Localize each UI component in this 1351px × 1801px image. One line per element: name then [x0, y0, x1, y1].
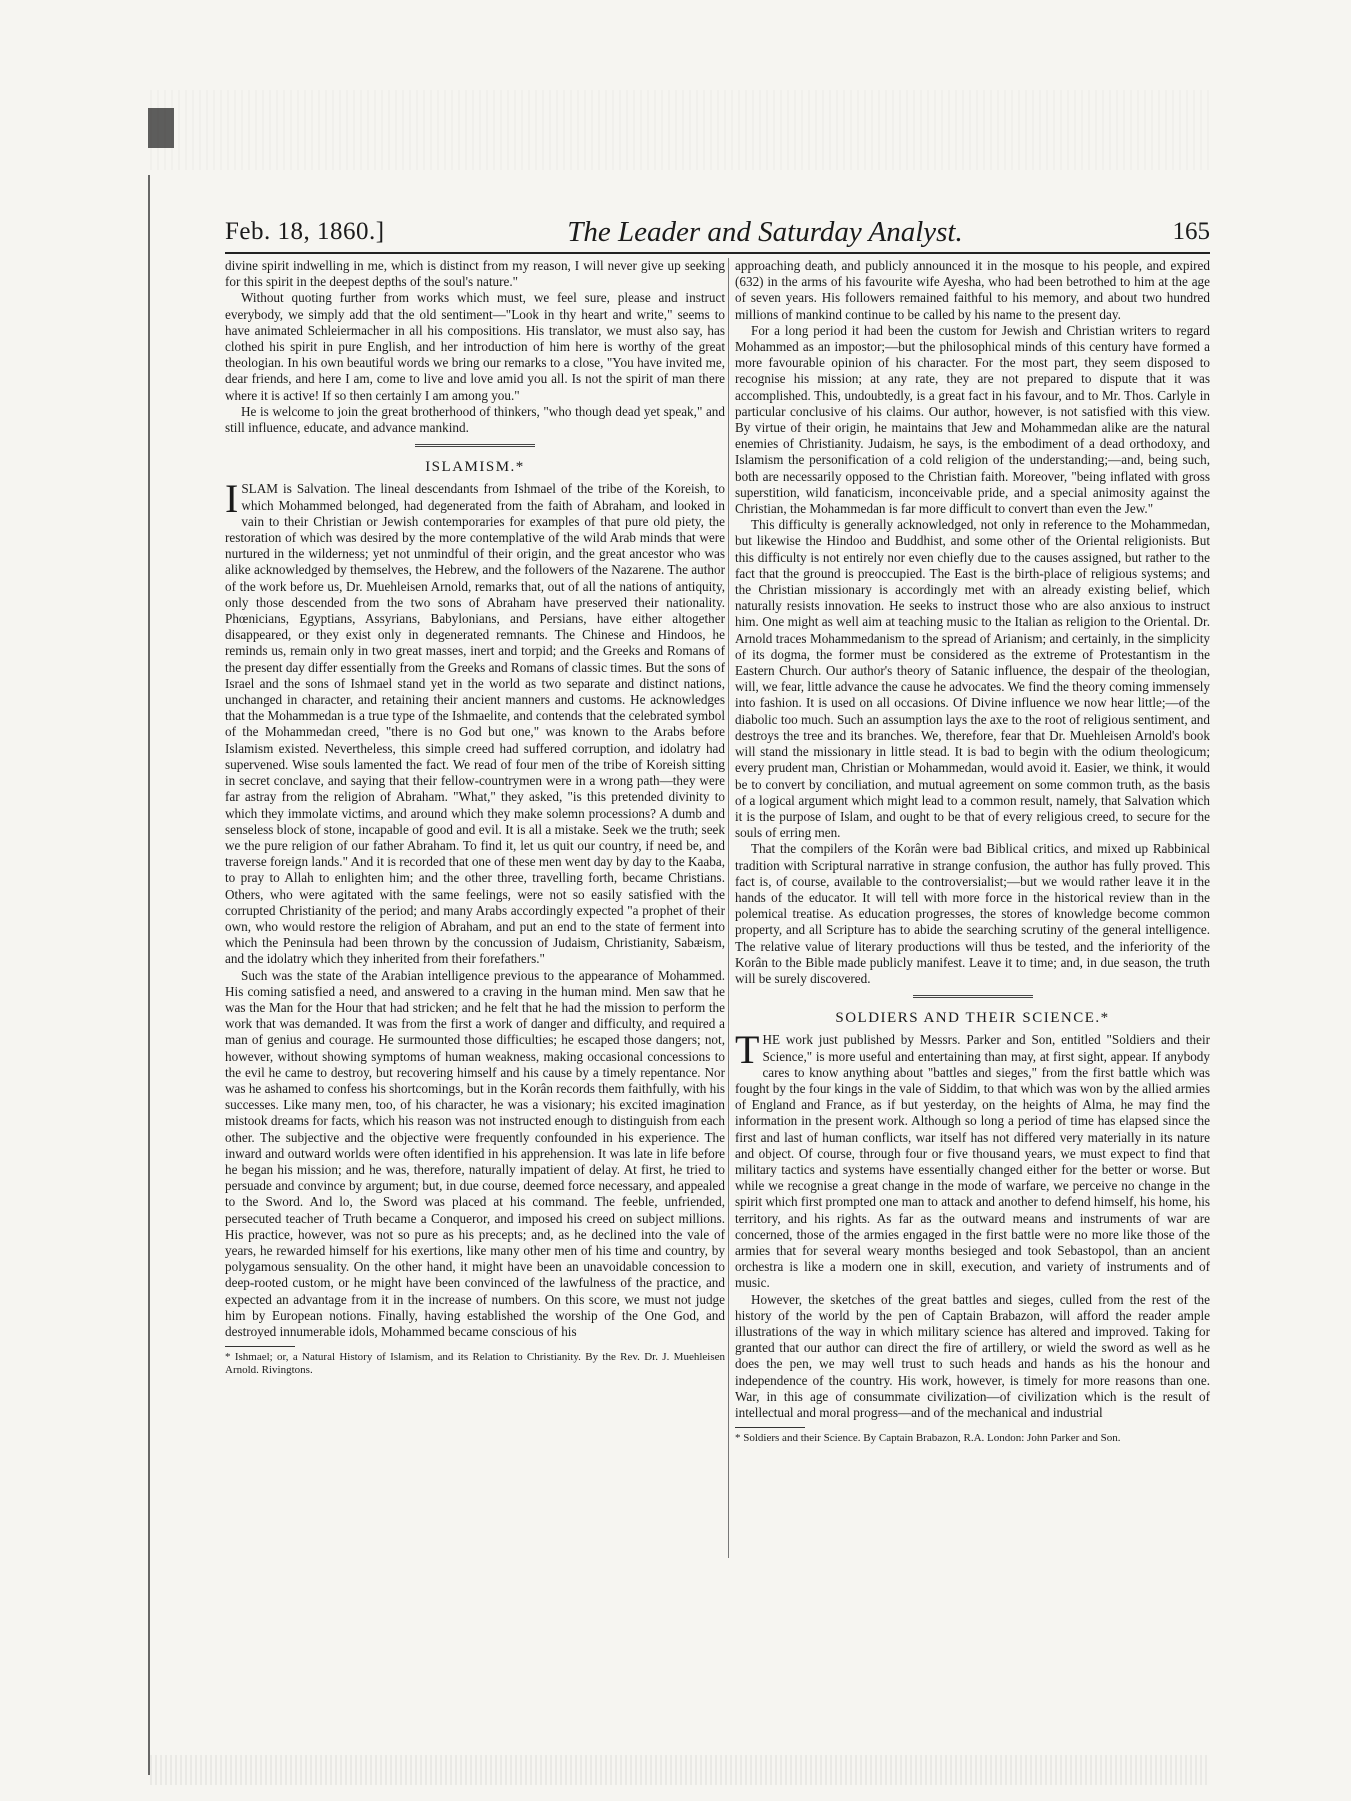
- section-title-islamism: ISLAMISM.*: [425, 459, 525, 476]
- binding-mark: [148, 108, 174, 148]
- publication-title: The Leader and Saturday Analyst.: [567, 216, 963, 248]
- paragraph: approaching death, and publicly announced it in the mosque to his people, and expired (632) in the arms of his favourite wife Ayesha, who had been betrothed to him at the age of seven years. His followers remained faithful to his memory, and about two hundred millions of mankind continue to be called by his name to the present day.: [735, 258, 1210, 322]
- section-divider: [415, 444, 535, 449]
- paragraph-text: SLAM is Salvation. The lineal descendants from Ishmael of the tribe of the Koreish, to which Mohammed belonged, had degenerated from the faith of Abraham, and looked in vain to their Christian or Jewish contemporaries for examples of that pure old piety, the restoration of which was desired by the more contemplative of the wild Arab minds that were nurtured in the wilderness; yet not unmindful of their origin, and the great ancestor who was alike acknowledged by themselves, the Hebrew, and the followers of the Nazarene. The author of the work before us, Dr. Muehleisen Arnold, remarks that, out of all the nations of antiquity, only those descended from the two sons of Abraham have preserved their nationality. Phœnicians, Egyptians, Assyrians, Babylonians, and Persians, have either altogether disappeared, or they exist only in degenerated remnants. The Chinese and Hindoos, he reminds us, remain only in two great masses, inert and torpid; and the Greeks and Romans of the present day differ essentially from the Greeks and Romans of classic times. But the sons of Israel and the sons of Ishmael stand yet in the world as two separate and distinct nations, unchanged in character, and retaining their ancient manners and customs. He acknowledges that the Mohammedan is a true type of the Ishmaelite, and contends that the celebrated symbol of the Mohammedan creed, "there is no God but one," was known to the Arabs before Islamism existed. Nevertheless, this simple creed had suffered corruption, and idolatry had supervened. Wise souls lamented the fact. We read of four men of the tribe of Koreish sitting in secret conclave, and saying that their fellow-countrymen were in a wrong path—they were far astray from the religion of Abraham. "What," they asked, "is this pretended divinity to which they immolate victims, and around which they make solemn processions? A dumb and senseless block of stone, incapable of good and evil. It is all a mistake. Seek we the truth; seek we the pure religion of our father Abraham. To find it, let us quit our country, if need be, and traverse foreign lands." And it is recorded that one of these men went day by day to the Kaaba, to pray to Allah to enlighten him; and the other three, travelling forth, became Christians. Others, who were agitated with the same feelings, were not so easily satisfied with the corrupted Christianity of the period; and many Arabs accordingly expected "a prophet of their own, who would restore the religion of Abraham, and put an end to the state of ferment into which the Peninsula had been thrown by the concussion of Judaism, Christianity, Sabæism, and the idolatry which they inherited from their forefathers.": [225, 481, 725, 967]
- page-header: [225, 218, 1210, 254]
- paragraph: [225, 476, 725, 967]
- paragraph: [735, 1027, 1211, 1291]
- paragraph-text: HE work just published by Messrs. Parker and Son, entitled "Soldiers and their Science," is more useful and entertaining than may, at first sight, appear. If anybody cares to know anything about "battles and sieges," from the first battle which was fought by the four kings in the vale of Siddim, to that which was won by the allied armies of England and France, as if but yesterday, on the heights of Alma, he may find the information in the present work. Although so long a period of time has elapsed since the first and last of human conflicts, war itself has not differed very materially in its nature and object. Of course, through four or five thousand years, we must expect to find that military tactics and systems have essentially changed either for the better or worse. But while we recognise a great change in the mode of warfare, we perceive no change in the spirit which first prompted one man to attack and another to defend himself, his home, his territory, and his rights. As far as the outward means and instruments of war are concerned, those of the armies engaged in the first battle were no more like those of the armies that for several weary months besieged and took Sebastopol, than an ancient orchestra is like a modern one in skill, execution, and variety of instruments and of music.: [735, 1032, 1211, 1291]
- left-column: [225, 258, 725, 1377]
- binding-edge: [148, 175, 150, 1775]
- drop-cap: I: [225, 476, 239, 522]
- paragraph: However, the sketches of the great battles and sieges, culled from the rest of the history of the world by the pen of Captain Brabazon, will afford the reader ample illustrations of the way in which military science has altered and improved. Taking for granted that our author can direct the fire of artillery, or wield the sword as well as he does the pen, we may well trust to such heads and hands as his the honour and independence of the country. His work, however, is timely for more reasons than one. War, in this age of consummate civilization—of civilization which is the result of intellectual and moral progress—and of the mechanical and industrial: [735, 1291, 1210, 1421]
- paragraph: Without quoting further from works which must, we feel sure, please and instruct everybody, we simply add that the old sentiment—"Look in thy heart and write," seems to have animated Schleiermacher in all his compositions. His translator, we must also say, has clothed his spirit in pure English, and her introduction of him here is worthy of the great theologian. In his own beautiful words we bring our remarks to a close, "You have invited me, dear friends, and here I am, come to live and love amid you all. Is not the spirit of man there where it is active! If so then certainly I am among you.": [225, 290, 725, 403]
- right-column: [735, 258, 1210, 1445]
- paragraph: That the compilers of the Korân were bad Biblical critics, and mixed up Rabbinical tradition with Scriptural narrative in strange confusion, the author has fully proved. This fact is, of course, available to the controversialist;—but we would rather leave it in the hands of the educator. It will tell with more force in the historical review than in the polemical treatise. As education progresses, the stores of knowledge become common property, and all Scripture has to abide the searching scrutiny of the general intelligence. The relative value of literary productions will thus be tested, and the inferiority of the Korân to the Bible made publicly manifest. Leave it to time; and, in due season, the truth will be surely discovered.: [735, 841, 1210, 986]
- column-divider: [728, 258, 729, 1558]
- section-divider: [913, 995, 1033, 1000]
- footnote: * Soldiers and their Science. By Captain Brabazon, R.A. London: John Parker and Son.: [735, 1432, 1121, 1445]
- paragraph: divine spirit indwelling in me, which is distinct from my reason, I will never give up seeking for this spirit in the deepest depths of the soul's nature.": [225, 258, 725, 290]
- footnote-rule: [735, 1427, 805, 1428]
- footnote: * Ishmael; or, a Natural History of Islamism, and its Relation to Christianity. By the Rev. Dr. J. Muehleisen Arnold. Rivingtons.: [225, 1351, 725, 1377]
- paragraph: Such was the state of the Arabian intelligence previous to the appearance of Mohammed. His coming satisfied a need, and answered to a craving in the human mind. Men saw that he was the Man for the Hour that had stricken; and he felt that he had the mission to perform the work that was demanded. It was from the first a work of danger and difficulty, and required a man of genius and courage. He surmounted those difficulties; he escaped those dangers; not, however, without showing symptoms of human weakness, making occasional concessions to the evil he came to destroy, but recovering himself and his cause by a timely repentance. Nor was he ashamed to confess his shortcomings, but in the Korân records them faithfully, with his successes. Like many men, too, of his character, he was a visionary; his excited imagination mistook dreams for facts, which his reason was not instructed enough to distinguish from each other. The subjective and the objective were frequently confounded in his experience. The inward and outward worlds were often identified in his apprehension. It was late in life before he began his mission; and he was, therefore, naturally impatient of delay. At first, he tried to persuade and convince by argument; but, in due course, deemed force necessary, and appealed to the Sword. And lo, the Sword was placed at his command. The feeble, unfriended, persecuted teacher of Truth became a Conqueror, and imposed his creed on subject millions. His practice, however, was not so pure as his precepts; and, as he declined into the vale of years, he rewarded himself for his exertions, like many other men of his time and country, by polygamous sensuality. On the other hand, it might have been an unavoidable concession to deep-rooted custom, or he might have been convinced of the lawfulness of the practice, and expected an advantage from it in the increase of numbers. On this score, we must not judge him by European notions. Finally, having established the worship of the One God, and destroyed innumerable idols, Mohammed became conscious of his: [225, 967, 725, 1339]
- paragraph: He is welcome to join the great brotherhood of thinkers, "who though dead yet speak," and still influence, educate, and advance mankind.: [225, 403, 725, 436]
- drop-cap: T: [735, 1027, 760, 1073]
- scan-artifact-bottom: [150, 1755, 1210, 1785]
- paragraph: This difficulty is generally acknowledged, not only in reference to the Mohammedan, but likewise the Hindoo and Buddhist, and some other of the Oriental religionists. But this difficulty is not entirely nor even chiefly due to the causes assigned, but rather to the fact that the ground is preoccupied. The East is the birth-place of religious systems; and the Christian missionary is accordingly met with an already existing belief, which naturally resists innovation. He seeks to instruct those who are also anxious to instruct him. One might as well aim at teaching music to the Italian as religion to the Oriental. Dr. Arnold traces Mohammedanism to the spread of Arianism; and certainly, in the simplicity of its dogma, the former must be considered as the extreme of Protestantism in the Eastern Church. Our author's theory of Satanic influence, the despair of the theologian, will, we fear, little advance the cause he advocates. We find the theory coming immensely into fashion. It is used on all occasions. Of Divine influence we now hear little;—of the diabolic too much. Such an assumption lays the axe to the root of religious sentiment, and destroys the tree and its branches. We, therefore, fear that Dr. Muehleisen Arnold's book will stand the missionary in little stead. It is bad to begin with the odium theologicum; every prudent man, Christian or Mohammedan, would avoid it. Easier, we think, it would be to convert by conciliation, and mutual agreement on some common truth, as the basis of a logical argument which might lead to a common result, namely, that Salvation which it is the purpose of Islam, and ought to be that of every religious creed, to secure for the souls of erring men.: [735, 517, 1210, 841]
- page-number: 165: [1172, 218, 1210, 245]
- footnote-rule: [225, 1346, 295, 1347]
- issue-date: Feb. 18, 1860.]: [225, 218, 385, 245]
- paragraph: For a long period it had been the custom for Jewish and Christian writers to regard Mohammed as an impostor;—but the philosophical minds of this century have formed a more favourable opinion of his character. For the most part, they seem disposed to recognise his mission; at any rate, they are not prepared to dispute that it was accomplished. This, undoubtedly, is a great fact in his favour, and to Mr. Thos. Carlyle in particular conclusive of his claims. Our author, however, is not satisfied with this view. By virtue of their origin, he maintains that Jew and Mohammedan alike are the natural enemies of Christianity. Judaism, he says, is the embodiment of a dead orthodoxy, and Islamism the personification of a cold religion of the understanding;—and, being such, both are necessarily opposed to the Christian faith. Moreover, "being inflated with gross superstition, wild fanaticism, inconceivable pride, and a special animosity against the Christian, the Mohammedan is far more difficult to convert than even the Jew.": [735, 322, 1210, 517]
- section-title-soldiers: SOLDIERS AND THEIR SCIENCE.*: [835, 1010, 1110, 1027]
- scan-artifact-top: [150, 90, 1210, 170]
